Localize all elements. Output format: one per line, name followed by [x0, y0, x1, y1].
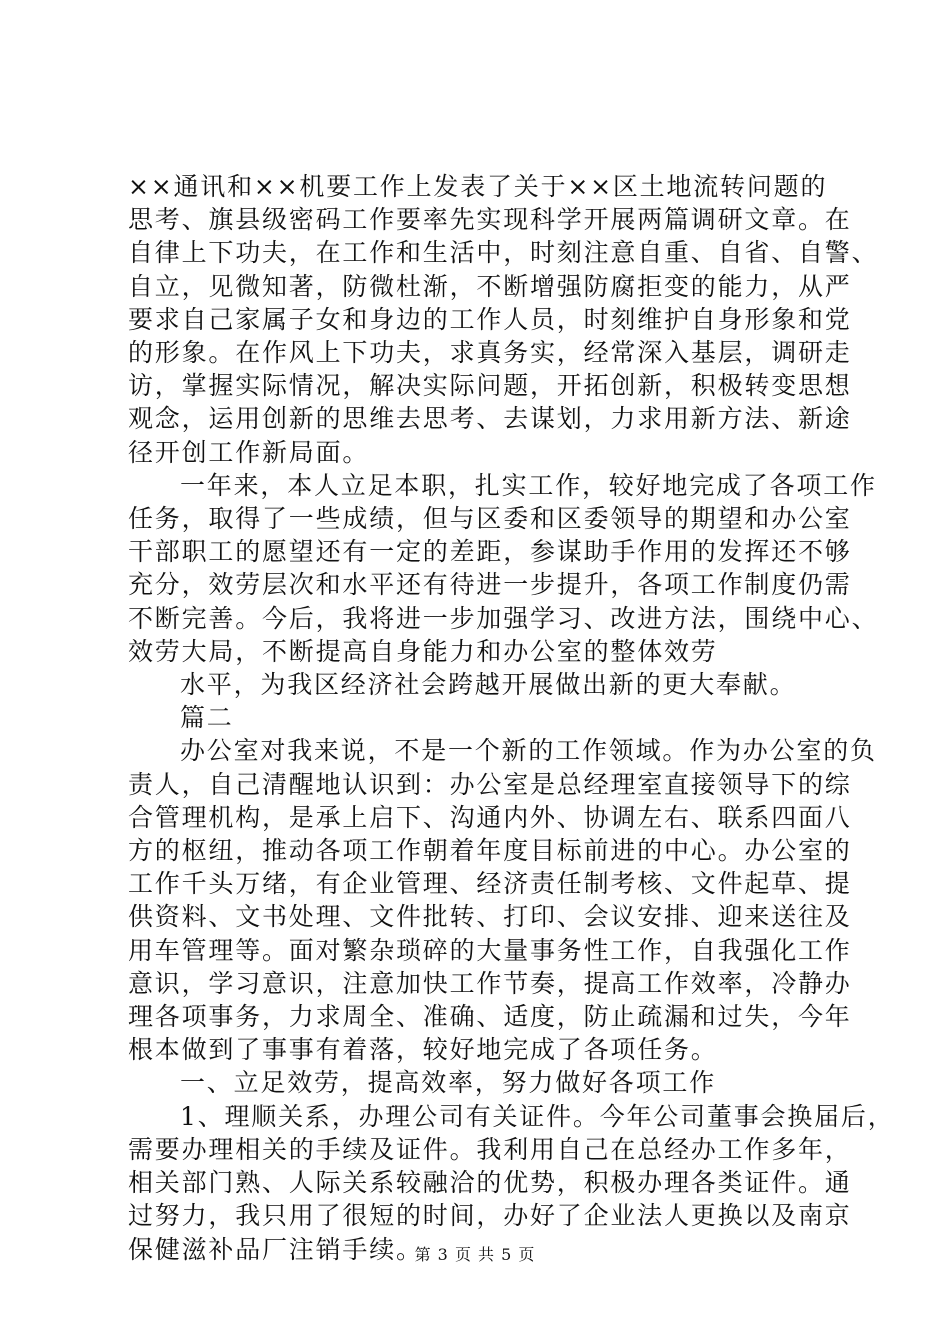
text-line: 观念，运用创新的思维去思考、去谋划，力求用新方法、新途	[128, 404, 852, 434]
text-line: 理各项事务，力求周全、准确、适度，防止疏漏和过失，今年	[128, 1002, 852, 1032]
text-line: ××通讯和××机要工作上发表了关于××区土地流转问题的	[128, 172, 828, 201]
text-line: 干部职工的愿望还有一定的差距，参谋助手作用的发挥还不够	[128, 537, 852, 567]
page-footer: 第 3 页 共 5 页	[414, 1245, 536, 1264]
document-body	[128, 170, 895, 1266]
text-line: 一、立足效劳，提高效率，努力做好各项工作	[180, 1068, 717, 1098]
text-line: 1、理顺关系，办理公司有关证件。今年公司董事会换届后，	[180, 1101, 895, 1131]
text-line: 一年来，本人立足本职，扎实工作，较好地完成了各项工作	[180, 470, 877, 500]
text-line: 要求自己家属子女和身边的工作人员，时刻维护自身形象和党	[128, 304, 852, 334]
text-line: 办公室对我来说，不是一个新的工作领域。作为办公室的负	[180, 736, 877, 766]
text-line: 自立，见微知著，防微杜渐，不断增强防腐拒变的能力，从严	[128, 271, 852, 301]
text-line: 访，掌握实际情况，解决实际问题，开拓创新，积极转变思想	[128, 371, 852, 401]
text-line: 过努力，我只用了很短的时间，办好了企业法人更换以及南京	[128, 1201, 852, 1231]
text-line: 任务，取得了一些成绩，但与区委和区委领导的期望和办公室	[128, 504, 852, 534]
text-line: 根本做到了事事有着落，较好地完成了各项任务。	[128, 1035, 718, 1065]
text-line: 不断完善。今后，我将进一步加强学习、改进方法，围绕中心、	[128, 603, 879, 633]
text-line: 效劳大局，不断提高自身能力和办公室的整体效劳	[128, 636, 718, 666]
text-line: 的形象。在作风上下功夫，求真务实，经常深入基层，调研走	[128, 338, 852, 368]
text-line: 径开创工作新局面。	[128, 437, 370, 467]
text-line: 充分，效劳层次和水平还有待进一步提升，各项工作制度仍需	[128, 570, 852, 600]
text-line: 水平，为我区经济社会跨越开展做出新的更大奉献。	[180, 670, 797, 700]
text-line: 意识，学习意识，注意加快工作节奏，提高工作效率，冷静办	[128, 968, 852, 998]
text-line: 自律上下功夫，在工作和生活中，时刻注意自重、自省、自警、	[128, 238, 879, 268]
text-line: 保健滋补品厂注销手续。	[128, 1234, 423, 1264]
text-line: 用车管理等。面对繁杂琐碎的大量事务性工作，自我强化工作	[128, 935, 852, 965]
text-line: 篇二	[180, 703, 234, 733]
text-line: 合管理机构，是承上启下、沟通内外、协调左右、联系四面八	[128, 802, 852, 832]
text-line: 责人，自己清醒地认识到：办公室是总经理室直接领导下的综	[128, 769, 852, 799]
text-line: 工作千头万绪，有企业管理、经济责任制考核、文件起草、提	[128, 869, 852, 899]
text-line: 思考、旗县级密码工作要率先实现科学开展两篇调研文章。在	[128, 205, 852, 235]
text-line: 供资料、文书处理、文件批转、打印、会议安排、迎来送往及	[128, 902, 852, 932]
text-line: 需要办理相关的手续及证件。我利用自己在总经办工作多年，	[128, 1134, 852, 1164]
text-line: 方的枢纽，推动各项工作朝着年度目标前进的中心。办公室的	[128, 836, 852, 866]
text-line: 相关部门熟、人际关系较融洽的优势，积极办理各类证件。通	[128, 1168, 852, 1198]
